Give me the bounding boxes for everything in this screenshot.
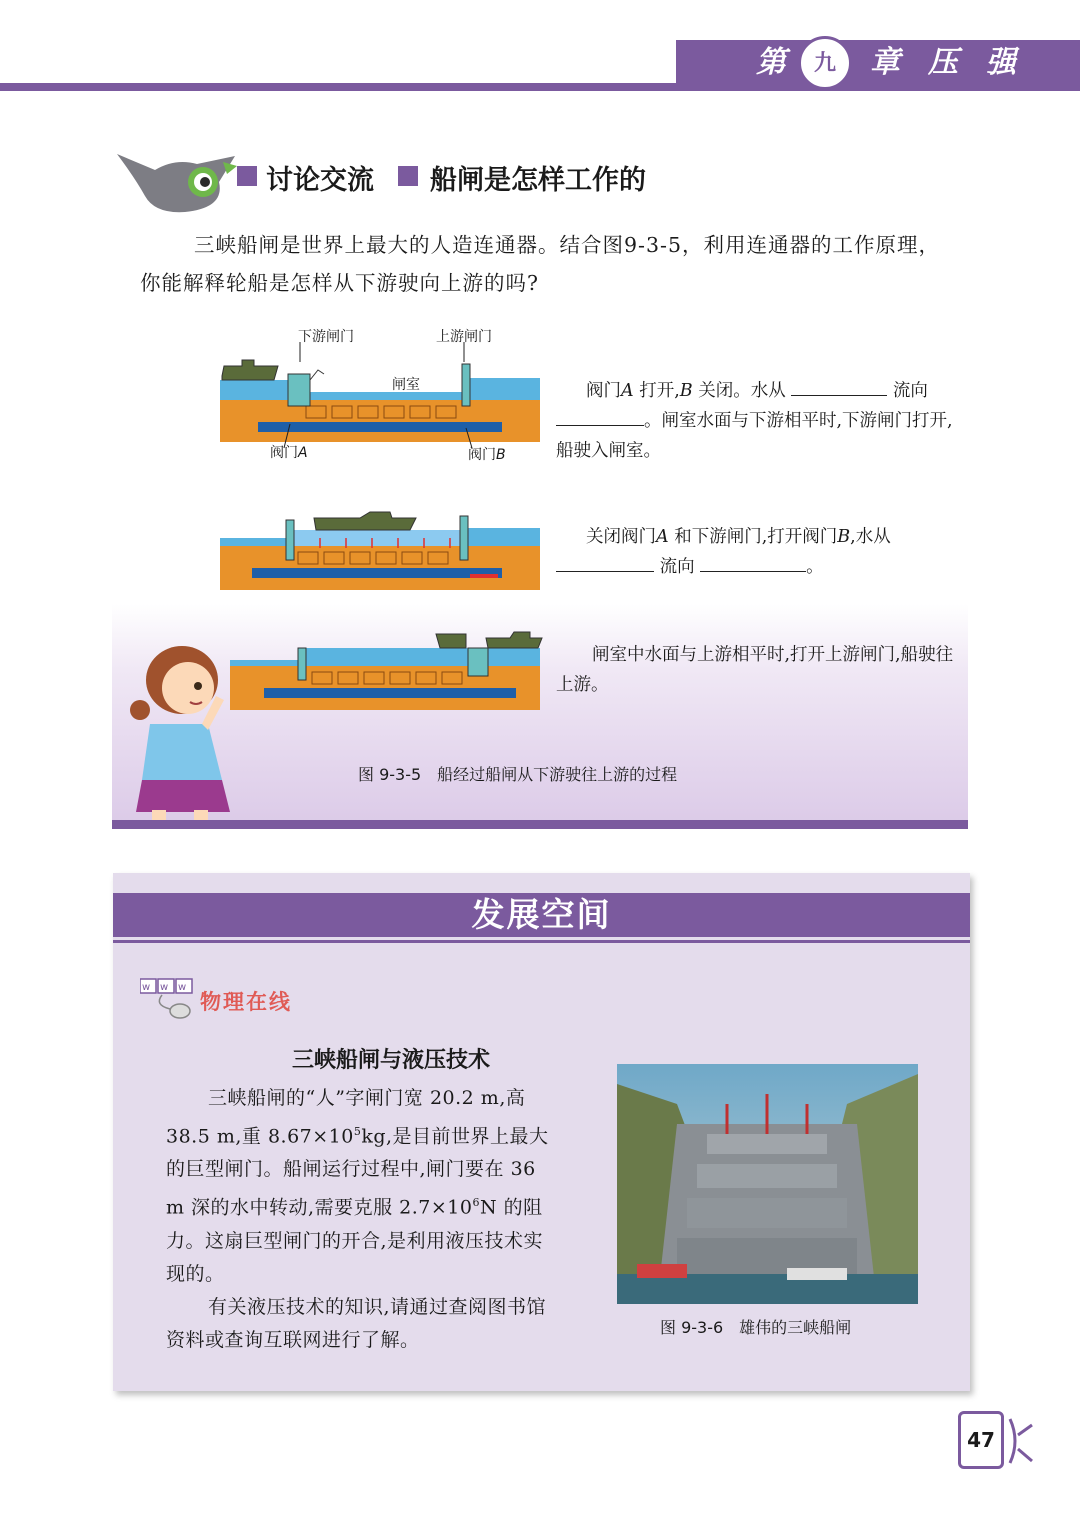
figure-bottom-rule [112,820,968,829]
discussion-intro [140,226,950,302]
chapter-number: 九 [813,50,836,76]
photo-caption: 图 9-3-6 雄伟的三峡船闸 [660,1318,852,1337]
page-number-decoration [1006,1411,1036,1471]
www-mouse-icon [140,975,198,1021]
svg-text:w: w [178,982,187,993]
chapter-word-2: 压 [928,45,958,80]
three-gorges-lock-photo [617,1064,918,1304]
label-chamber: 闸室 [392,377,420,393]
chapter-word-1: 章 [870,45,900,80]
blank-1[interactable] [791,376,887,396]
svg-text:w: w [160,982,169,993]
lock-diagram-step-2 [220,498,550,598]
step-2-text: 关闭阀门A 和下游闸门,打开阀门B,水从 流向 。 [556,522,956,582]
figure-caption: 图 9-3-5 船经过船闸从下游驶往上游的过程 [358,765,678,784]
discussion-label: 讨论交流 [266,165,374,196]
label-valve-b: 阀门B [468,447,506,463]
heading-square-1 [237,166,257,186]
label-upstream-gate: 上游闸门 [436,329,492,345]
development-title: 发展空间 [471,895,612,934]
physics-online-label: 物理在线 [200,989,292,1014]
owl-mascot-icon [115,148,237,214]
article-body [166,1082,558,1357]
page-number: 47 [967,1428,995,1452]
blank-4[interactable] [700,552,806,572]
girl-illustration [112,640,242,820]
chapter-word-3: 强 [986,45,1016,80]
article-title: 三峡船闸与液压技术 [292,1048,491,1073]
step-3-text: 闸室中水面与上游相平时,打开上游闸门,船驶往上游。 [556,645,954,695]
blank-2[interactable] [556,406,644,426]
development-band-rule [113,940,970,943]
article-paragraph-1: 三峡船闸的“人”字闸门宽 20.2 m,高 38.5 m,重 $8.67\times 10^5kg$,是目前世界上最大的巨型闸门。船闸运行过程中,闸门要在 36 m 深的水中转动,需要克服 $2.7\times 10^6N$ 的阻力。这扇巨型闸门的开合,是利用液压技术实现的。 [166,1087,549,1285]
svg-text:w: w [142,982,151,993]
label-downstream-gate: 下游闸门 [298,329,354,345]
chapter-tab [676,40,1080,86]
step-1-text: 阀门A 打开,B 关闭。水从 流向 。闸室水面与下游相平时,下游闸门打开,船驶入闸室。 [556,376,956,466]
discussion-title: 船闸是怎样工作的 [430,165,646,196]
label-valve-a: 阀门A [270,445,308,461]
page-number-box [958,1411,1004,1469]
chapter-prefix: 第 [756,45,786,80]
blank-3[interactable] [556,552,654,572]
intro-paragraph: 三峡船闸是世界上最大的人造连通器。结合图9-3-5，利用连通器的工作原理，你能解释轮船是怎样从下游驶向上游的吗? [140,233,940,295]
chapter-number-badge [798,36,852,90]
lock-diagram-step-3 [230,620,550,720]
heading-square-2 [398,166,418,186]
article-paragraph-2: 有关液压技术的知识,请通过查阅图书馆资料或查询互联网进行了解。 [166,1295,547,1351]
